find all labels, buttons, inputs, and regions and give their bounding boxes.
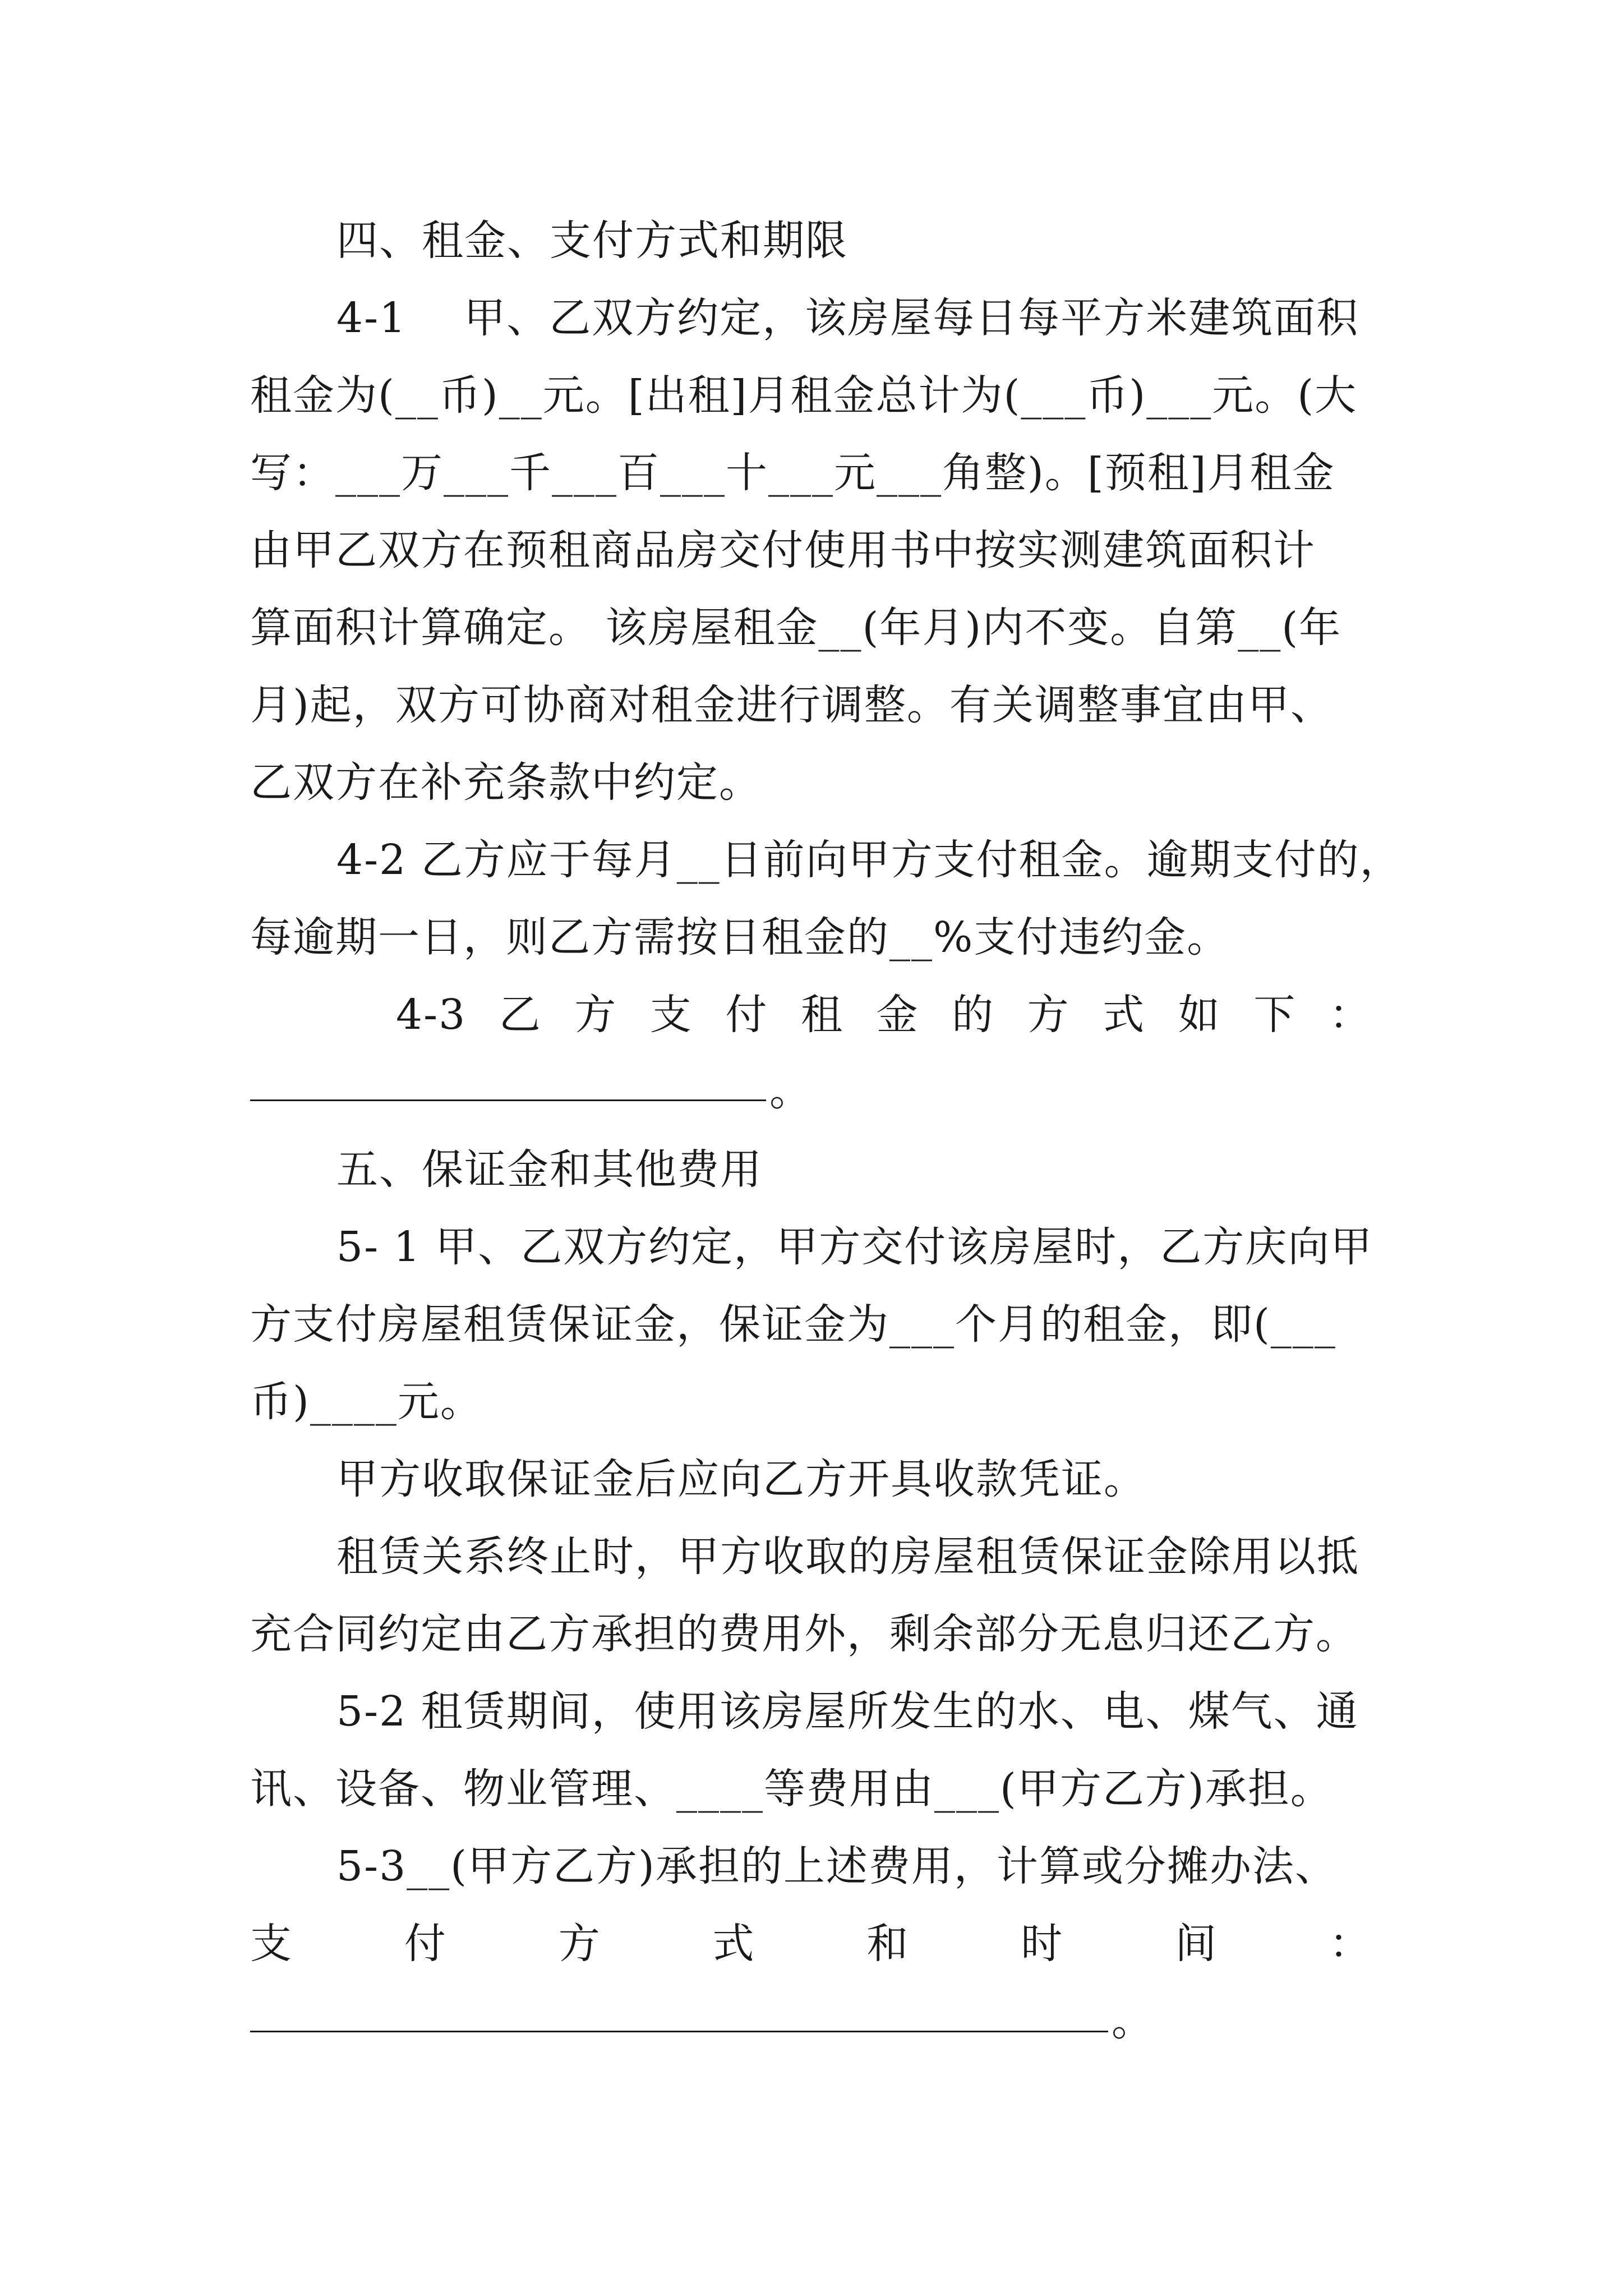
clause-5-3-word: 和 bbox=[866, 1920, 910, 1968]
clause-5-3-line-2 bbox=[250, 1920, 1372, 1968]
clause-4-1-line-3: 写：___万___千___百___十___元___角整)。[预租]月租金 bbox=[250, 449, 1335, 497]
clause-4-1-line-2: 租金为(__币)__元。[出租]月租金总计为(___币)___元。(大 bbox=[250, 371, 1358, 420]
clause-4-3-word: 如 bbox=[1178, 991, 1221, 1039]
clause-5-3-line-1: 5-3__(甲方乙方)承担的上述费用，计算或分摊办法、 bbox=[336, 1842, 1338, 1890]
clause-4-3-word: 付 bbox=[725, 991, 768, 1039]
clause-4-3-word: 金 bbox=[876, 991, 919, 1039]
clause-4-1-line-5: 算面积计算确定。 该房屋租金__(年月)内不变。自第__(年 bbox=[250, 604, 1342, 652]
clause-4-1-line-4: 由甲乙双方在预租商品房交付使用书中按实测建筑面积计 bbox=[250, 526, 1316, 574]
clause-4-3-line-1 bbox=[396, 991, 1372, 1039]
clause-5-3-word: 付 bbox=[404, 1920, 447, 1968]
clause-5-3-word: 时 bbox=[1021, 1920, 1064, 1968]
clause-4-3-word: 租 bbox=[800, 991, 843, 1039]
clause-4-1-line-7: 乙双方在补充条款中约定。 bbox=[250, 758, 762, 807]
clause-5-1-line-3: 币)____元。 bbox=[250, 1378, 483, 1426]
clause-5-2-line-1: 5-2 租赁期间，使用该房屋所发生的水、电、煤气、通 bbox=[336, 1687, 1359, 1736]
section-4-heading: 四、租金、支付方式和期限 bbox=[336, 217, 848, 265]
clause-5-1-paragraph-3-line-2: 充合同约定由乙方承担的费用外，剩余部分无息归还乙方。 bbox=[250, 1610, 1358, 1658]
clause-5-3-word: 式 bbox=[712, 1920, 755, 1968]
clause-4-3-word: 下 bbox=[1253, 991, 1297, 1039]
clause-4-1-line-1: 4-1 甲、乙双方约定，该房屋每日每平方米建筑面积 bbox=[336, 294, 1359, 342]
clause-4-3-word: 4-3 bbox=[396, 991, 467, 1039]
blank-underline bbox=[250, 2031, 1108, 2032]
clause-5-1-paragraph-3-line-1: 租赁关系终止时，甲方收取的房屋租赁保证金除用以抵 bbox=[336, 1533, 1359, 1581]
clause-5-3-word: 支 bbox=[250, 1920, 293, 1968]
clause-4-2-line-2: 每逾期一日，则乙方需按日租金的__%支付违约金。 bbox=[250, 913, 1230, 961]
clause-4-3-period: 。 bbox=[769, 1067, 811, 1115]
clause-5-1-paragraph-2: 甲方收取保证金后应向乙方开具收款凭证。 bbox=[336, 1455, 1146, 1503]
clause-5-1-line-2: 方支付房屋租赁保证金，保证金为___个月的租金，即(___ bbox=[250, 1300, 1336, 1349]
clause-4-3-word: 方 bbox=[574, 991, 617, 1039]
clause-4-1-line-6: 月)起，双方可协商对租金进行调整。有关调整事宜由甲、 bbox=[250, 681, 1333, 729]
clause-5-1-line-1: 5- 1 甲、乙双方约定，甲方交付该房屋时，乙方庆向甲 bbox=[336, 1223, 1373, 1271]
section-5-heading: 五、保证金和其他费用 bbox=[336, 1145, 763, 1194]
clause-4-3-word: 的 bbox=[952, 991, 995, 1039]
clause-4-3-word: 式 bbox=[1103, 991, 1146, 1039]
clause-4-3-word: 支 bbox=[649, 991, 693, 1039]
clause-4-2-line-1: 4-2 乙方应于每月__日前向甲方支付租金。逾期支付的， bbox=[336, 836, 1403, 884]
clause-5-3-word: 方 bbox=[558, 1920, 601, 1968]
clause-5-3-word: 间 bbox=[1175, 1920, 1218, 1968]
clause-4-3-word: 乙 bbox=[499, 991, 542, 1039]
clause-4-3-word: 方 bbox=[1027, 991, 1070, 1039]
clause-5-3-period: 。 bbox=[1112, 1997, 1153, 2045]
clause-4-3-word: ： bbox=[1329, 991, 1372, 1039]
clause-5-2-line-2: 讯、设备、物业管理、____等费用由___(甲方乙方)承担。 bbox=[250, 1765, 1333, 1813]
clause-5-3-word: ： bbox=[1329, 1920, 1372, 1968]
blank-underline bbox=[250, 1099, 766, 1101]
